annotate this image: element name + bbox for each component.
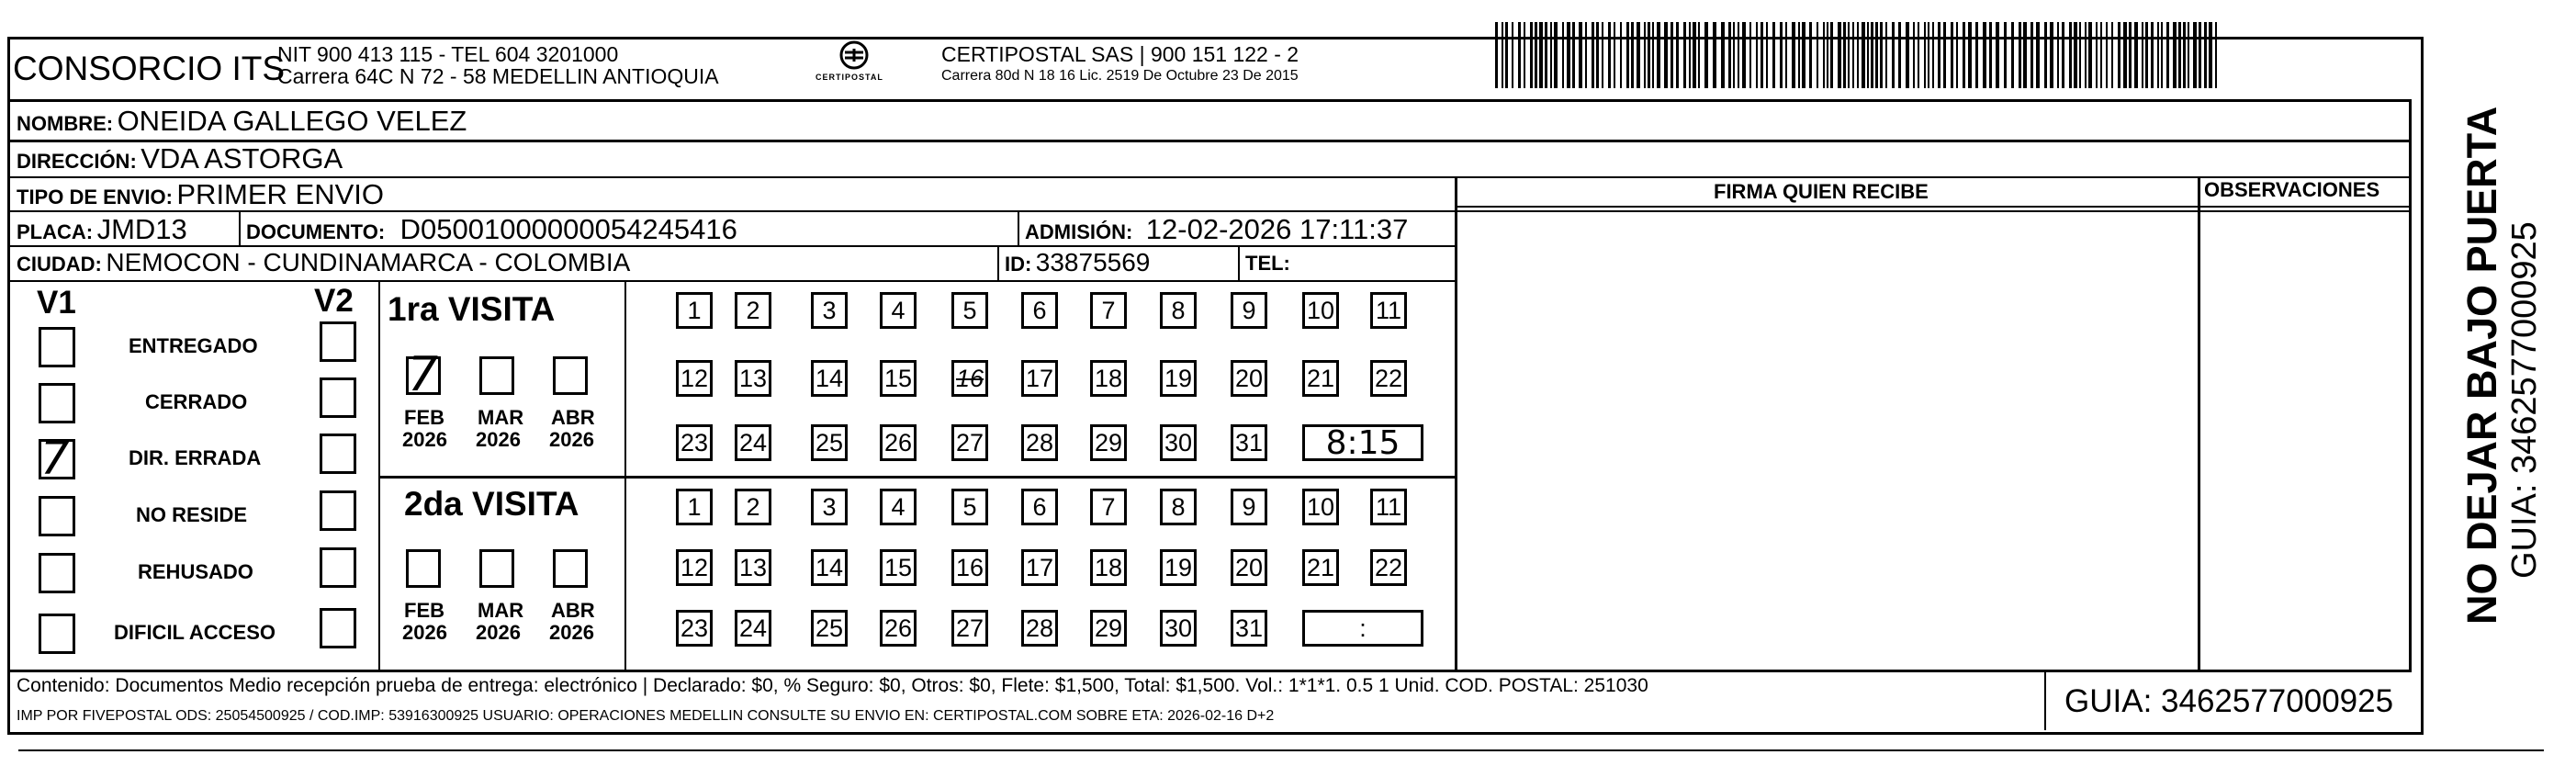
v2-checkbox[interactable] (320, 547, 356, 588)
certipostal-line: CERTIPOSTAL SAS | 900 151 122 - 2 (941, 42, 1299, 66)
year-label: 2026 (549, 428, 594, 451)
day-box[interactable]: 3 (811, 292, 848, 329)
day-box[interactable]: 27 (951, 610, 988, 647)
status-label: NO RESIDE (136, 503, 248, 526)
day-box[interactable]: 11 (1370, 292, 1407, 329)
direccion-label: DIRECCIÓN: (17, 150, 137, 173)
tipo-row (17, 180, 384, 208)
day-box[interactable]: 2 (735, 292, 771, 329)
admision-label: ADMISIÓN: (1025, 220, 1133, 243)
day-box[interactable]: 14 (811, 549, 848, 586)
day-box[interactable]: 18 (1090, 360, 1127, 397)
placa-row (17, 215, 187, 243)
day-box[interactable]: 17 (1021, 549, 1058, 586)
status-label: REHUSADO (138, 560, 253, 583)
time-box[interactable]: : (1302, 610, 1423, 647)
day-box[interactable]: 10 (1302, 292, 1339, 329)
day-box[interactable]: 1 (676, 292, 713, 329)
day-box[interactable]: 4 (880, 292, 917, 329)
year-label: 2026 (402, 621, 447, 644)
month-label: FEB (404, 406, 444, 429)
day-box[interactable]: 23 (676, 424, 713, 461)
v1-check-mark: 7 (40, 432, 70, 485)
year-label: 2026 (476, 428, 521, 451)
nombre-value: ONEIDA GALLEGO VELEZ (117, 105, 467, 137)
ciudad-row (17, 250, 630, 276)
day-box[interactable]: 24 (735, 424, 771, 461)
day-box[interactable]: 19 (1160, 549, 1197, 586)
tipo-value: PRIMER ENVIO (176, 178, 385, 210)
day-box[interactable]: 5 (951, 489, 988, 525)
v1-label: V1 (37, 285, 76, 321)
v1-checkbox[interactable] (39, 496, 75, 536)
time-box[interactable]: 8:15 (1302, 424, 1423, 461)
day-box[interactable]: 26 (880, 610, 917, 647)
month-checkbox[interactable] (406, 549, 441, 588)
day-box[interactable]: 27 (951, 424, 988, 461)
company-name: CONSORCIO ITS (13, 50, 286, 87)
month-checkbox[interactable] (479, 549, 514, 588)
day-box[interactable]: 28 (1021, 610, 1058, 647)
day-box[interactable]: 24 (735, 610, 771, 647)
day-box[interactable]: 21 (1302, 549, 1339, 586)
day-box[interactable]: 12 (676, 360, 713, 397)
v1-checkbox[interactable] (39, 614, 75, 654)
license-line: Carrera 80d N 18 16 Lic. 2519 De Octubre 23 De 2015 (941, 68, 1299, 84)
admision-row (1025, 215, 1408, 243)
day-box[interactable]: 31 (1231, 610, 1267, 647)
status-label: DIR. ERRADA (129, 446, 262, 469)
day-box[interactable]: 25 (811, 424, 848, 461)
id-row (1005, 250, 1150, 276)
day-box[interactable]: 14 (811, 360, 848, 397)
v2-checkbox[interactable] (320, 377, 356, 418)
day-box[interactable]: 13 (735, 549, 771, 586)
day-box[interactable]: 15 (880, 549, 917, 586)
day-box[interactable]: 6 (1021, 489, 1058, 525)
v2-checkbox[interactable] (320, 608, 356, 648)
year-label: 2026 (402, 428, 447, 451)
day-box[interactable]: 6 (1021, 292, 1058, 329)
day-box[interactable]: 28 (1021, 424, 1058, 461)
v2-label: V2 (314, 283, 354, 319)
status-label: ENTREGADO (129, 334, 258, 357)
day-box[interactable]: 16 (951, 549, 988, 586)
day-box[interactable]: 13 (735, 360, 771, 397)
documento-row (246, 215, 737, 243)
first-visit-title: 1ra VISITA (388, 290, 556, 328)
v2-checkbox[interactable] (320, 321, 356, 362)
direccion-row (17, 144, 343, 173)
id-label: ID: (1005, 253, 1032, 276)
first-month-mark: 7 (408, 347, 439, 402)
status-label: DIFICIL ACCESO (114, 621, 276, 644)
day-box[interactable]: 16 (951, 360, 988, 397)
month-label: MAR (478, 406, 524, 429)
id-value: 33875569 (1035, 248, 1151, 276)
day-box[interactable]: 29 (1090, 610, 1127, 647)
day-box[interactable]: 7 (1090, 292, 1127, 329)
day-box[interactable]: 9 (1231, 489, 1267, 525)
day-box[interactable]: 5 (951, 292, 988, 329)
month-label: MAR (478, 599, 524, 622)
day-box[interactable]: 22 (1370, 549, 1407, 586)
day-box[interactable]: 31 (1231, 424, 1267, 461)
day-box[interactable]: 8 (1160, 489, 1197, 525)
ciudad-label: CIUDAD: (17, 253, 102, 276)
day-box[interactable]: 11 (1370, 489, 1407, 525)
day-box[interactable]: 23 (676, 610, 713, 647)
day-box[interactable]: 4 (880, 489, 917, 525)
day-box[interactable]: 21 (1302, 360, 1339, 397)
footer-guia: GUIA: 3462577000925 (2064, 683, 2394, 719)
v1-checkbox[interactable] (39, 383, 75, 423)
day-box[interactable]: 3 (811, 489, 848, 525)
day-box[interactable]: 18 (1090, 549, 1127, 586)
nombre-label: NOMBRE: (17, 112, 114, 135)
placa-label: PLACA: (17, 220, 94, 243)
v1-checkbox[interactable] (39, 553, 75, 593)
documento-label: DOCUMENTO: (246, 220, 386, 243)
month-label: ABR (551, 406, 595, 429)
address-line: Carrera 64C N 72 - 58 MEDELLIN ANTIOQUIA (277, 64, 719, 88)
day-box[interactable]: 26 (880, 424, 917, 461)
day-box[interactable]: 8 (1160, 292, 1197, 329)
day-box[interactable]: 1 (676, 489, 713, 525)
nombre-row (17, 107, 467, 135)
month-checkbox[interactable] (479, 356, 514, 395)
observaciones-header: OBSERVACIONES (2204, 178, 2380, 201)
footer-line2: IMP POR FIVEPOSTAL ODS: 25054500925 / COD.IMP: 53916300925 USUARIO: OPERACIONES MEDELLIN CONSULTE SU ENVIO EN: CERTIPOSTAL.COM SOBRE ETA: 2026-02-16 D+2 (17, 708, 1275, 724)
documento-value: D05001000000054245416 (399, 213, 737, 245)
day-box[interactable]: 20 (1231, 549, 1267, 586)
placa-value: JMD13 (96, 213, 187, 245)
day-box[interactable]: 10 (1302, 489, 1339, 525)
day-box[interactable]: 29 (1090, 424, 1127, 461)
day-box[interactable]: 15 (880, 360, 917, 397)
day-box[interactable]: 19 (1160, 360, 1197, 397)
footer-line1: Contenido: Documentos Medio recepción prueba de entrega: electrónico | Declarado: $0, % Seguro: $0, Otros: $0, Flete: $1,500, Total: $1,500. Vol.: 1*1*1. 0.5 1 Unid. COD. POSTAL: 251030 (17, 675, 1648, 696)
day-box[interactable]: 30 (1160, 424, 1197, 461)
day-box[interactable]: 22 (1370, 360, 1407, 397)
day-box[interactable]: 20 (1231, 360, 1267, 397)
admision-value: 12-02-2026 17:11:37 (1145, 213, 1409, 245)
day-box[interactable]: 25 (811, 610, 848, 647)
month-checkbox[interactable] (553, 356, 588, 395)
direccion-value: VDA ASTORGA (141, 142, 343, 175)
second-visit-title: 2da VISITA (404, 485, 579, 523)
tel-label: TEL: (1245, 252, 1290, 275)
barcode (1495, 22, 2225, 88)
v1-checkbox[interactable] (39, 327, 75, 367)
month-checkbox[interactable] (553, 549, 588, 588)
firma-header: FIRMA QUIEN RECIBE (1714, 180, 1929, 203)
ciudad-value: NEMOCON - CUNDINAMARCA - COLOMBIA (106, 248, 631, 276)
v2-checkbox[interactable] (320, 490, 356, 531)
side-warning: NO DEJAR BAJO PUERTA (2458, 106, 2505, 625)
logo-text: CERTIPOSTAL (816, 73, 883, 82)
year-label: 2026 (476, 621, 521, 644)
month-label: ABR (551, 599, 595, 622)
day-box[interactable]: 2 (735, 489, 771, 525)
month-label: FEB (404, 599, 444, 622)
day-box[interactable]: 30 (1160, 610, 1197, 647)
certipostal-logo (808, 39, 900, 90)
side-guia: GUIA: 3462577000925 (2505, 221, 2544, 579)
year-label: 2026 (549, 621, 594, 644)
day-box[interactable]: 7 (1090, 489, 1127, 525)
v2-checkbox[interactable] (320, 434, 356, 474)
day-box[interactable]: 9 (1231, 292, 1267, 329)
nit-line: NIT 900 413 115 - TEL 604 3201000 (277, 42, 619, 66)
tipo-label: TIPO DE ENVIO: (17, 186, 173, 208)
day-box[interactable]: 17 (1021, 360, 1058, 397)
day-box[interactable]: 12 (676, 549, 713, 586)
status-label: CERRADO (145, 390, 248, 413)
